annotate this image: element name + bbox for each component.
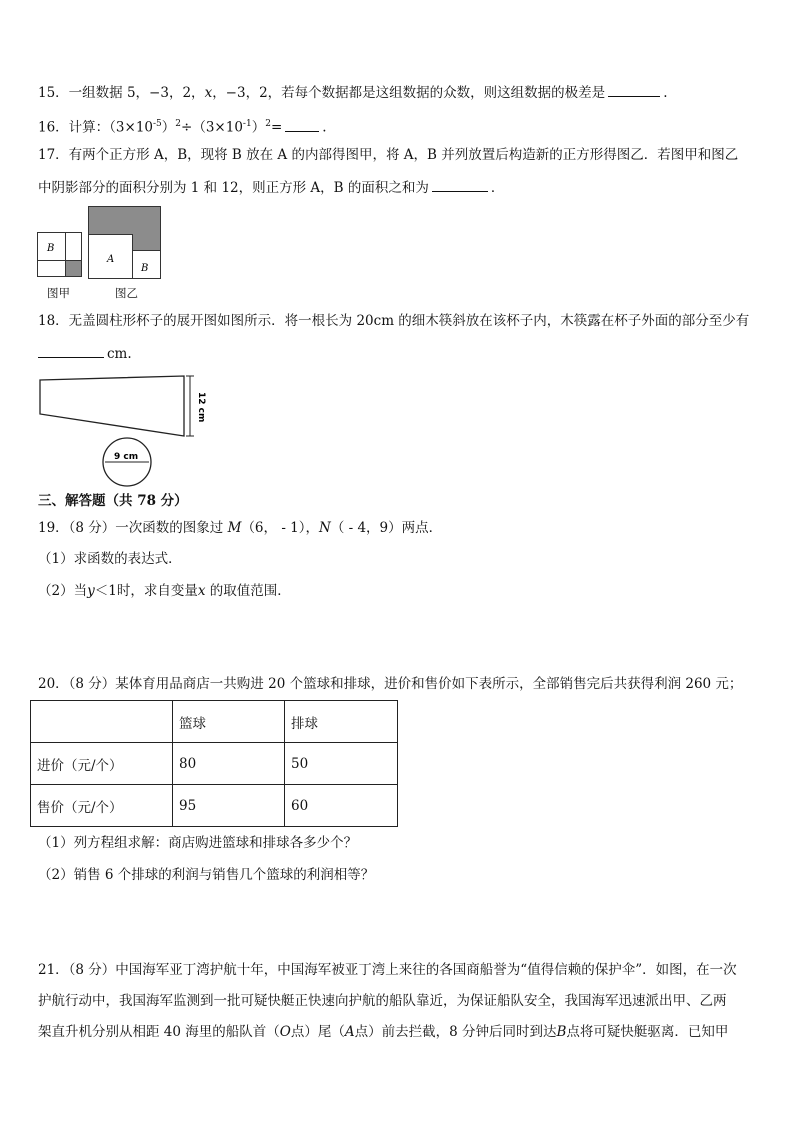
- q16-div: ÷（3×10: [181, 119, 243, 136]
- fig-yi-caption: 图乙: [115, 286, 138, 300]
- q16-end: .: [322, 119, 327, 136]
- q19-c: （ - 4，9）两点．: [330, 520, 443, 536]
- q19-p2y: y: [87, 583, 95, 599]
- q19-a: 19．（8 分）一次函数的图象过: [38, 520, 228, 536]
- price-table: [30, 700, 398, 827]
- question-19: [38, 519, 442, 537]
- answer-blank[interactable]: [608, 82, 660, 97]
- q15-var: x: [204, 85, 213, 101]
- q15-end: .: [663, 85, 668, 101]
- q17-end: ．: [490, 180, 505, 196]
- question-21-line2: 护航行动中，我国海军监测到一批可疑快艇正快速向护航的船队靠近，为保证船队安全，我国海军迅速派出甲、乙两: [38, 993, 727, 1009]
- table-cell: 50: [285, 743, 398, 785]
- table-row: [31, 743, 398, 785]
- question-17-line1: 17．有两个正方形 A，B，现将 B 放在 A 的内部得图甲，将 A，B 并列放置后构造新的正方形得图乙．若图甲和图乙: [38, 147, 739, 163]
- table-cell: 进价（元/个）: [31, 743, 173, 785]
- fig-jia-caption: 图甲: [47, 286, 70, 300]
- q19-m: M: [227, 520, 242, 536]
- q18-unit: cm.: [107, 346, 132, 362]
- answer-blank[interactable]: [38, 343, 104, 358]
- q19-n: N: [319, 520, 331, 536]
- height-label: 12 cm: [196, 392, 206, 423]
- table-cell: 95: [173, 785, 285, 827]
- q19-part1: （1）求函数的表达式．: [38, 551, 182, 567]
- q21-o: O: [279, 1024, 291, 1040]
- q20-part2: （2）销售 6 个排球的利润与销售几个篮球的利润相等？: [38, 867, 375, 883]
- answer-blank[interactable]: [285, 117, 319, 132]
- table-header-cell: [31, 701, 173, 743]
- q19-b: （6， - 1），: [241, 520, 320, 536]
- table-header-cell: 排球: [285, 701, 398, 743]
- q16-sq1: 2: [175, 119, 182, 129]
- section-title: 三、解答题（共 78 分）: [38, 493, 188, 509]
- table-cell: 60: [285, 785, 398, 827]
- question-16: [38, 115, 327, 137]
- figure-yi: [88, 206, 162, 280]
- q16-mid: ）: [161, 119, 176, 136]
- q19-p2a: （2）当: [38, 583, 88, 599]
- q21-l3c: 点）前去拦截，8 分钟后同时到达: [354, 1024, 557, 1040]
- question-18-line1: 18．无盖圆柱形杯子的展开图如图所示．将一根长为 20cm 的细木筷斜放在该杯子内，木筷露在杯子外面的部分至少有: [38, 313, 750, 329]
- fig-jia-label-b: B: [47, 243, 55, 254]
- q21-b: B: [556, 1024, 567, 1040]
- fig-yi-label-a: A: [107, 254, 115, 265]
- question-15: [38, 82, 667, 102]
- figure-jia: [37, 232, 83, 278]
- cup-net-figure: [36, 370, 216, 488]
- diameter-label: 9 cm: [114, 452, 139, 462]
- q21-a: A: [344, 1024, 355, 1040]
- q19-p2c: 的取值范围．: [205, 583, 291, 599]
- q16-sq2: 2: [265, 119, 271, 129]
- table-row: [31, 785, 398, 827]
- q16-eq: =: [270, 119, 283, 136]
- q16-exp1: -5: [153, 119, 162, 129]
- table-header-cell: 篮球: [173, 701, 285, 743]
- q21-l3a: 架直升机分别从相距 40 海里的船队首（: [38, 1024, 280, 1040]
- q20-part1: （1）列方程组求解：商店购进篮球和排球各多少个？: [38, 835, 358, 851]
- q19-part2: [38, 582, 291, 600]
- q15-text: 15．一组数据 5，−3，2，: [38, 85, 205, 101]
- q16-text: 16．计算：（3×10: [38, 119, 154, 136]
- q21-l3b: 点）尾（: [290, 1024, 345, 1040]
- q17-line2-text: 中阴影部分的面积分别为 1 和 12，则正方形 A，B 的面积之和为: [38, 180, 429, 196]
- table-cell: 80: [173, 743, 285, 785]
- question-20: 20．（8 分）某体育用品商店一共购进 20 个篮球和排球，进价和售价如下表所示，全部销售完后共获得利润 260 元；: [38, 676, 743, 692]
- fig-yi-label-b: B: [141, 263, 149, 274]
- question-21-line1: 21．（8 分）中国海军亚丁湾护航十年，中国海军被亚丁湾上来往的各国商船誉为“值得信赖的保护伞”．如图，在一次: [38, 962, 737, 978]
- question-17-line2: [38, 177, 504, 197]
- q16-exp2: -1: [242, 119, 252, 129]
- q19-p2x: x: [197, 583, 206, 599]
- q15-text2: ，−3，2，若每个数据都是这组数据的众数，则这组数据的极差是: [212, 85, 606, 101]
- table-header-row: [31, 701, 398, 743]
- q16-mid2: ）: [251, 119, 266, 136]
- table-cell: 售价（元/个）: [31, 785, 173, 827]
- q19-p2b: ＜1时，求自变量: [94, 583, 198, 599]
- q21-l3d: 点将可疑快艇驱离．已知甲: [566, 1024, 729, 1040]
- answer-blank[interactable]: [432, 177, 488, 192]
- question-21-line3: [38, 1023, 728, 1041]
- question-18-line2: [38, 343, 132, 363]
